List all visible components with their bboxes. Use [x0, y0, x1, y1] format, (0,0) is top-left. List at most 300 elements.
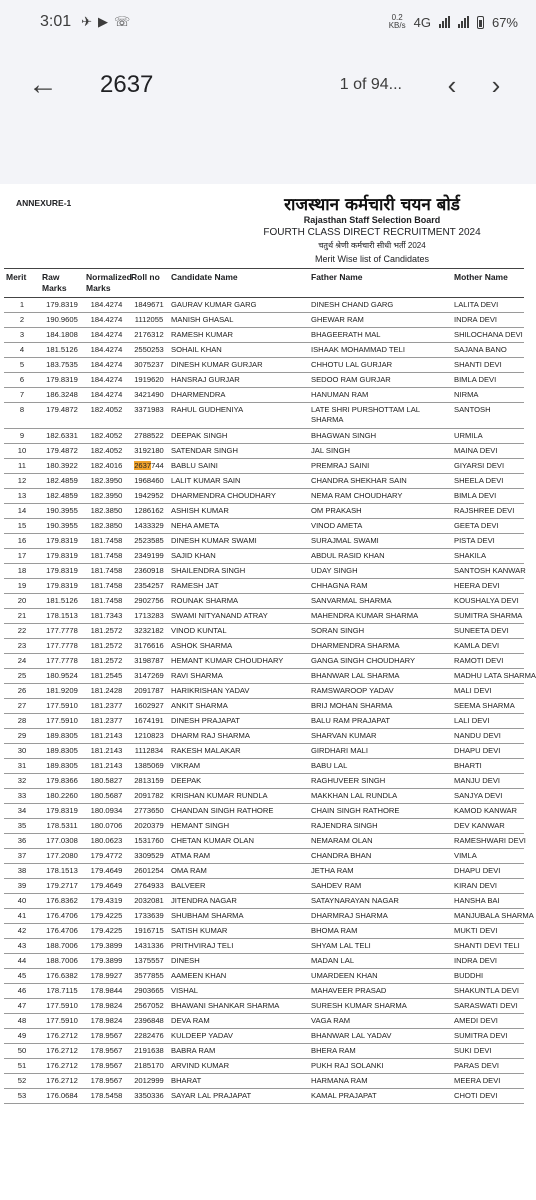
- missed-call-icon: ☏: [114, 14, 131, 29]
- father-name-cell: MAKKHAN LAL RUNDLA: [309, 789, 452, 804]
- merit-cell: 14: [4, 504, 40, 519]
- normalized-marks-cell: 179.4225: [84, 924, 129, 939]
- normalized-marks-cell: 181.7458: [84, 549, 129, 564]
- table-row: [4, 939, 524, 954]
- roll-no-cell: 1942952: [129, 489, 169, 504]
- roll-no-cell: 3192180: [129, 444, 169, 459]
- mother-name-cell: BUDDHI: [452, 969, 524, 984]
- mother-name-cell: PARAS DEVI: [452, 1059, 524, 1074]
- roll-no-cell: 2903665: [129, 984, 169, 999]
- merit-cell: 22: [4, 624, 40, 639]
- father-name-cell: BHAGWAN SINGH: [309, 429, 452, 444]
- roll-no-cell: 1602927: [129, 699, 169, 714]
- mother-name-cell: MEERA DEVI: [452, 1074, 524, 1089]
- table-row: [4, 999, 524, 1014]
- father-name-cell: GANGA SINGH CHOUDHARY: [309, 654, 452, 669]
- table-row: [4, 343, 524, 358]
- normalized-marks-cell: 181.7458: [84, 534, 129, 549]
- table-row: [4, 504, 524, 519]
- table-row: [4, 594, 524, 609]
- merit-cell: 36: [4, 834, 40, 849]
- raw-marks-cell: 182.4859: [40, 474, 84, 489]
- raw-marks-cell: 177.0308: [40, 834, 84, 849]
- candidate-name-cell: DHARMENDRA CHOUDHARY: [169, 489, 309, 504]
- candidate-name-cell: HEMANT SINGH: [169, 819, 309, 834]
- mother-name-cell: BIMLA DEVI: [452, 489, 524, 504]
- table-row: [4, 1044, 524, 1059]
- mother-name-cell: BHARTI: [452, 759, 524, 774]
- merit-cell: 35: [4, 819, 40, 834]
- raw-marks-cell: 181.9209: [40, 684, 84, 699]
- roll-no-cell: 3075237: [129, 358, 169, 373]
- table-row: [4, 684, 524, 699]
- table-row: [4, 804, 524, 819]
- table-row: [4, 834, 524, 849]
- father-name-cell: CHANDRA BHAN: [309, 849, 452, 864]
- raw-marks-cell: 179.8319: [40, 298, 84, 313]
- father-name-cell: ABDUL RASID KHAN: [309, 549, 452, 564]
- mother-name-cell: DEV KANWAR: [452, 819, 524, 834]
- previous-match-icon[interactable]: ‹: [447, 69, 457, 100]
- father-name-cell: PREMRAJ SAINI: [309, 459, 452, 474]
- raw-marks-cell: 179.8319: [40, 373, 84, 388]
- battery-icon: [477, 16, 484, 29]
- network-type: 4G: [413, 14, 431, 30]
- raw-marks-cell: 176.0684: [40, 1089, 84, 1104]
- merit-cell: 6: [4, 373, 40, 388]
- search-match-highlight: 2637: [134, 461, 152, 470]
- raw-marks-cell: 176.2712: [40, 1059, 84, 1074]
- mother-name-cell: HANSHA BAI: [452, 894, 524, 909]
- raw-marks-cell: 180.9524: [40, 669, 84, 684]
- merit-cell: 47: [4, 999, 40, 1014]
- raw-marks-cell: 178.5311: [40, 819, 84, 834]
- candidate-name-cell: DINESH PRAJAPAT: [169, 714, 309, 729]
- normalized-marks-cell: 178.9567: [84, 1059, 129, 1074]
- candidate-name-cell: BHAWANI SHANKAR SHARMA: [169, 999, 309, 1014]
- candidate-name-cell: ROUNAK SHARMA: [169, 594, 309, 609]
- table-row: [4, 328, 524, 343]
- candidate-name-cell: GAURAV KUMAR GARG: [169, 298, 309, 313]
- father-name-cell: JAL SINGH: [309, 444, 452, 459]
- merit-cell: 40: [4, 894, 40, 909]
- mother-name-cell: DHAPU DEVI: [452, 864, 524, 879]
- candidate-name-cell: DINESH KUMAR SWAMI: [169, 534, 309, 549]
- roll-no-cell: 1916715: [129, 924, 169, 939]
- mother-name-cell: SARASWATI DEVI: [452, 999, 524, 1014]
- merit-cell: 23: [4, 639, 40, 654]
- normalized-marks-cell: 181.7458: [84, 594, 129, 609]
- candidate-name-cell: LALIT KUMAR SAIN: [169, 474, 309, 489]
- mother-name-cell: SEEMA SHARMA: [452, 699, 524, 714]
- table-row: [4, 403, 524, 429]
- mother-name-cell: SHANTI DEVI: [452, 358, 524, 373]
- candidate-name-cell: HEMANT KUMAR CHOUDHARY: [169, 654, 309, 669]
- table-row: [4, 1029, 524, 1044]
- table-row: [4, 759, 524, 774]
- table-row: [4, 954, 524, 969]
- merit-cell: 33: [4, 789, 40, 804]
- father-name-cell: MADAN LAL: [309, 954, 452, 969]
- merit-cell: 9: [4, 429, 40, 444]
- table-row: [4, 639, 524, 654]
- raw-marks-cell: 179.8319: [40, 564, 84, 579]
- merit-cell: 41: [4, 909, 40, 924]
- raw-marks-cell: 188.7006: [40, 954, 84, 969]
- normalized-marks-cell: 181.7343: [84, 609, 129, 624]
- normalized-marks-cell: 184.4274: [84, 313, 129, 328]
- candidate-name-cell: AAMEEN KHAN: [169, 969, 309, 984]
- raw-marks-cell: 179.8319: [40, 579, 84, 594]
- merit-cell: 16: [4, 534, 40, 549]
- father-name-cell: DHARMRAJ SHARMA: [309, 909, 452, 924]
- mother-name-cell: KAMOD KANWAR: [452, 804, 524, 819]
- merit-cell: 15: [4, 519, 40, 534]
- father-name-cell: ISHAAK MOHAMMAD TELI: [309, 343, 452, 358]
- mother-name-cell: SANJYA DEVI: [452, 789, 524, 804]
- mother-name-cell: MANJUBALA SHARMA: [452, 909, 524, 924]
- roll-no-cell: 1919620: [129, 373, 169, 388]
- merit-cell: 21: [4, 609, 40, 624]
- mother-name-cell: HEERA DEVI: [452, 579, 524, 594]
- mother-name-cell: RAMESHWARI DEVI: [452, 834, 524, 849]
- table-row: [4, 819, 524, 834]
- normalized-marks-cell: 184.4274: [84, 373, 129, 388]
- normalized-marks-cell: 178.9824: [84, 999, 129, 1014]
- roll-no-cell: 2176312: [129, 328, 169, 343]
- recruitment-title-hindi: चतुर्थ श्रेणी कर्मचारी सीधी भर्ती 2024: [318, 241, 426, 250]
- normalized-marks-cell: 182.3850: [84, 504, 129, 519]
- candidate-name-cell: KRISHAN KUMAR RUNDLA: [169, 789, 309, 804]
- merit-cell: 48: [4, 1014, 40, 1029]
- father-name-cell: RAGHUVEER SINGH: [309, 774, 452, 789]
- raw-marks-cell: 179.8319: [40, 549, 84, 564]
- candidate-name-cell: ATMA RAM: [169, 849, 309, 864]
- roll-no-cell: 1431336: [129, 939, 169, 954]
- candidate-name-cell: RAHUL GUDHENIYA: [169, 403, 309, 429]
- candidate-name-cell: VIKRAM: [169, 759, 309, 774]
- mother-name-cell: VIMLA: [452, 849, 524, 864]
- col-roll: Roll no: [129, 269, 169, 298]
- raw-marks-cell: 188.7006: [40, 939, 84, 954]
- roll-no-cell: 1385069: [129, 759, 169, 774]
- father-name-cell: SURESH KUMAR SHARMA: [309, 999, 452, 1014]
- raw-marks-cell: 179.8366: [40, 774, 84, 789]
- merit-cell: 45: [4, 969, 40, 984]
- table-row: [4, 924, 524, 939]
- raw-marks-cell: 179.4872: [40, 403, 84, 429]
- father-name-cell: SAHDEV RAM: [309, 879, 452, 894]
- mother-name-cell: SANTOSH KANWAR: [452, 564, 524, 579]
- father-name-cell: CHAIN SINGH RATHORE: [309, 804, 452, 819]
- mother-name-cell: SHAKILA: [452, 549, 524, 564]
- father-name-cell: HARMANA RAM: [309, 1074, 452, 1089]
- candidate-name-cell: DEVA RAM: [169, 1014, 309, 1029]
- candidate-name-cell: RAMESH JAT: [169, 579, 309, 594]
- candidate-name-cell: ARVIND KUMAR: [169, 1059, 309, 1074]
- mother-name-cell: RAMOTI DEVI: [452, 654, 524, 669]
- roll-no-cell: 1375557: [129, 954, 169, 969]
- normalized-marks-cell: 181.2377: [84, 699, 129, 714]
- father-name-cell: CHHOTU LAL GURJAR: [309, 358, 452, 373]
- roll-no-cell: 2764933: [129, 879, 169, 894]
- candidate-name-cell: RAKESH MALAKAR: [169, 744, 309, 759]
- table-row: [4, 789, 524, 804]
- merit-cell: 30: [4, 744, 40, 759]
- father-name-cell: BHAGEERATH MAL: [309, 328, 452, 343]
- merit-cell: 20: [4, 594, 40, 609]
- table-row: [4, 624, 524, 639]
- candidate-name-cell: DINESH: [169, 954, 309, 969]
- mother-name-cell: KIRAN DEVI: [452, 879, 524, 894]
- mother-name-cell: SHANTI DEVI TELI: [452, 939, 524, 954]
- candidate-name-cell: SWAMI NITYANAND ATRAY: [169, 609, 309, 624]
- table-row: [4, 909, 524, 924]
- table-row: [4, 714, 524, 729]
- father-name-cell: BABU LAL: [309, 759, 452, 774]
- normalized-marks-cell: 181.2143: [84, 744, 129, 759]
- normalized-marks-cell: 179.4649: [84, 864, 129, 879]
- father-name-cell: BHANWAR LAL YADAV: [309, 1029, 452, 1044]
- merit-cell: 1: [4, 298, 40, 313]
- roll-no-cell: 1733639: [129, 909, 169, 924]
- father-name-cell: DINESH CHAND GARG: [309, 298, 452, 313]
- raw-marks-cell: 177.7778: [40, 624, 84, 639]
- roll-no-cell: 2191638: [129, 1044, 169, 1059]
- merit-cell: 27: [4, 699, 40, 714]
- pdf-page: [0, 184, 536, 1104]
- mother-name-cell: RAJSHREE DEVI: [452, 504, 524, 519]
- table-row: [4, 669, 524, 684]
- candidate-name-cell: CHETAN KUMAR OLAN: [169, 834, 309, 849]
- raw-marks-cell: 179.8319: [40, 534, 84, 549]
- table-row: [4, 519, 524, 534]
- normalized-marks-cell: 180.5687: [84, 789, 129, 804]
- candidate-name-cell: SATENDAR SINGH: [169, 444, 309, 459]
- table-row: [4, 429, 524, 444]
- raw-marks-cell: 182.4859: [40, 489, 84, 504]
- raw-marks-cell: 177.7778: [40, 654, 84, 669]
- raw-marks-cell: 176.4706: [40, 909, 84, 924]
- candidate-name-cell: KULDEEP YADAV: [169, 1029, 309, 1044]
- merit-cell: 19: [4, 579, 40, 594]
- merit-cell: 26: [4, 684, 40, 699]
- roll-no-cell: 1112834: [129, 744, 169, 759]
- table-row: [4, 373, 524, 388]
- mother-name-cell: LALITA DEVI: [452, 298, 524, 313]
- candidate-name-cell: DHARM RAJ SHARMA: [169, 729, 309, 744]
- signal-icon: [439, 16, 450, 28]
- merit-cell: 43: [4, 939, 40, 954]
- father-name-cell: DHARMENDRA SHARMA: [309, 639, 452, 654]
- table-row: [4, 1074, 524, 1089]
- father-name-cell: NEMARAM OLAN: [309, 834, 452, 849]
- raw-marks-cell: 190.3955: [40, 504, 84, 519]
- table-row: [4, 549, 524, 564]
- normalized-marks-cell: 181.7458: [84, 579, 129, 594]
- roll-no-cell: 2354257: [129, 579, 169, 594]
- merit-cell: 52: [4, 1074, 40, 1089]
- roll-no-cell: 3421490: [129, 388, 169, 403]
- father-name-cell: MAHENDRA KUMAR SHARMA: [309, 609, 452, 624]
- raw-marks-cell: 178.1513: [40, 864, 84, 879]
- table-row: [4, 654, 524, 669]
- merit-cell: 28: [4, 714, 40, 729]
- viewer-toolbar: [0, 44, 536, 126]
- normalized-marks-cell: 178.9824: [84, 1014, 129, 1029]
- normalized-marks-cell: 178.9567: [84, 1029, 129, 1044]
- candidate-name-cell: PRITHVIRAJ TELI: [169, 939, 309, 954]
- merit-cell: 2: [4, 313, 40, 328]
- candidate-name-cell: VISHAL: [169, 984, 309, 999]
- telegram-icon: ✈: [81, 14, 93, 29]
- normalized-marks-cell: 184.4274: [84, 358, 129, 373]
- table-row: [4, 774, 524, 789]
- table-row: [4, 609, 524, 624]
- roll-no-cell: 2091787: [129, 684, 169, 699]
- roll-no-cell: 2788522: [129, 429, 169, 444]
- father-name-cell: SHYAM LAL TELI: [309, 939, 452, 954]
- roll-no-cell: 1286162: [129, 504, 169, 519]
- mother-name-cell: INDRA DEVI: [452, 954, 524, 969]
- table-header: [4, 269, 524, 298]
- normalized-marks-cell: 182.3950: [84, 489, 129, 504]
- battery-percent: 67%: [491, 14, 518, 30]
- col-normalized: Normalized Marks: [84, 269, 129, 298]
- father-name-cell: RAJENDRA SINGH: [309, 819, 452, 834]
- mother-name-cell: MALI DEVI: [452, 684, 524, 699]
- roll-no-cell: 3198787: [129, 654, 169, 669]
- merit-cell: 7: [4, 388, 40, 403]
- normalized-marks-cell: 181.2143: [84, 729, 129, 744]
- roll-no-cell: 2902756: [129, 594, 169, 609]
- father-name-cell: SANVARMAL SHARMA: [309, 594, 452, 609]
- raw-marks-cell: 177.5910: [40, 699, 84, 714]
- raw-marks-cell: 177.5910: [40, 1014, 84, 1029]
- network-speed: 0.2 KB/s: [388, 13, 406, 30]
- mother-name-cell: GEETA DEVI: [452, 519, 524, 534]
- roll-no-cell: 1531760: [129, 834, 169, 849]
- merit-table: [4, 268, 536, 1104]
- merit-cell: 3: [4, 328, 40, 343]
- normalized-marks-cell: 178.9844: [84, 984, 129, 999]
- father-name-cell: BRIJ MOHAN SHARMA: [309, 699, 452, 714]
- mother-name-cell: SUMITRA DEVI: [452, 1029, 524, 1044]
- mother-name-cell: MUKTI DEVI: [452, 924, 524, 939]
- status-bar: [0, 0, 536, 44]
- mother-name-cell: URMILA: [452, 429, 524, 444]
- merit-cell: 13: [4, 489, 40, 504]
- board-name-english: Rajasthan Staff Selection Board: [303, 215, 441, 225]
- mother-name-cell: SHAKUNTLA DEVI: [452, 984, 524, 999]
- match-indicator: 1 of 94...: [339, 76, 402, 93]
- merit-cell: 31: [4, 759, 40, 774]
- raw-marks-cell: 189.8305: [40, 729, 84, 744]
- col-raw: Raw Marks: [40, 269, 84, 298]
- mother-name-cell: INDRA DEVI: [452, 313, 524, 328]
- merit-cell: 49: [4, 1029, 40, 1044]
- col-candidate: Candidate Name: [169, 269, 309, 298]
- father-name-cell: HANUMAN RAM: [309, 388, 452, 403]
- father-name-cell: SEDOO RAM GURJAR: [309, 373, 452, 388]
- raw-marks-cell: 177.7778: [40, 639, 84, 654]
- normalized-marks-cell: 181.7458: [84, 564, 129, 579]
- candidate-name-cell: BABLU SAINI: [169, 459, 309, 474]
- normalized-marks-cell: 182.3850: [84, 519, 129, 534]
- next-match-icon[interactable]: ›: [491, 69, 501, 100]
- roll-no-cell: 1112055: [129, 313, 169, 328]
- normalized-marks-cell: 181.2545: [84, 669, 129, 684]
- merit-cell: 25: [4, 669, 40, 684]
- clock: 3:01: [40, 13, 72, 30]
- father-name-cell: SATAYNARAYAN NAGAR: [309, 894, 452, 909]
- candidate-name-cell: BHARAT: [169, 1074, 309, 1089]
- table-row: [4, 894, 524, 909]
- table-row: [4, 1059, 524, 1074]
- mother-name-cell: MANJU DEVI: [452, 774, 524, 789]
- candidate-name-cell: SHAILENDRA SINGH: [169, 564, 309, 579]
- candidate-name-cell: DHARMENDRA: [169, 388, 309, 403]
- merit-cell: 39: [4, 879, 40, 894]
- merit-cell: 11: [4, 459, 40, 474]
- roll-no-cell: 2396848: [129, 1014, 169, 1029]
- raw-marks-cell: 177.5910: [40, 714, 84, 729]
- mother-name-cell: SUKI DEVI: [452, 1044, 524, 1059]
- raw-marks-cell: 176.2712: [40, 1029, 84, 1044]
- youtube-icon: ▶: [98, 14, 109, 29]
- mother-name-cell: MAINA DEVI: [452, 444, 524, 459]
- roll-no-cell: 1968460: [129, 474, 169, 489]
- back-arrow-icon[interactable]: ←: [28, 68, 58, 101]
- candidate-name-cell: SOHAIL KHAN: [169, 343, 309, 358]
- merit-cell: 4: [4, 343, 40, 358]
- roll-no-cell: 2523585: [129, 534, 169, 549]
- candidate-name-cell: ASHOK SHARMA: [169, 639, 309, 654]
- normalized-marks-cell: 179.4649: [84, 879, 129, 894]
- mother-name-cell: SHEELA DEVI: [452, 474, 524, 489]
- table-row: [4, 444, 524, 459]
- candidate-name-cell: JITENDRA NAGAR: [169, 894, 309, 909]
- merit-cell: 46: [4, 984, 40, 999]
- mother-name-cell: AMEDI DEVI: [452, 1014, 524, 1029]
- roll-no-cell: 1210823: [129, 729, 169, 744]
- roll-no-cell: 2567052: [129, 999, 169, 1014]
- candidate-name-cell: DINESH KUMAR GURJAR: [169, 358, 309, 373]
- merit-cell: 50: [4, 1044, 40, 1059]
- father-name-cell: BHERA RAM: [309, 1044, 452, 1059]
- merit-cell: 29: [4, 729, 40, 744]
- normalized-marks-cell: 181.2572: [84, 639, 129, 654]
- raw-marks-cell: 177.5910: [40, 999, 84, 1014]
- mother-name-cell: KAMLA DEVI: [452, 639, 524, 654]
- table-row: [4, 1014, 524, 1029]
- father-name-cell: SURAJMAL SWAMI: [309, 534, 452, 549]
- viewer-margin: [0, 126, 536, 184]
- merit-cell: 24: [4, 654, 40, 669]
- roll-no-cell: 1713283: [129, 609, 169, 624]
- normalized-marks-cell: 178.9927: [84, 969, 129, 984]
- raw-marks-cell: 190.3955: [40, 519, 84, 534]
- raw-marks-cell: 179.8319: [40, 804, 84, 819]
- roll-no-cell: 1674191: [129, 714, 169, 729]
- search-query[interactable]: 2637: [100, 71, 154, 98]
- normalized-marks-cell: 182.4052: [84, 444, 129, 459]
- table-row: [4, 984, 524, 999]
- table-row: [4, 474, 524, 489]
- candidate-name-cell: NEHA AMETA: [169, 519, 309, 534]
- raw-marks-cell: 183.7535: [40, 358, 84, 373]
- roll-no-cell: 2032081: [129, 894, 169, 909]
